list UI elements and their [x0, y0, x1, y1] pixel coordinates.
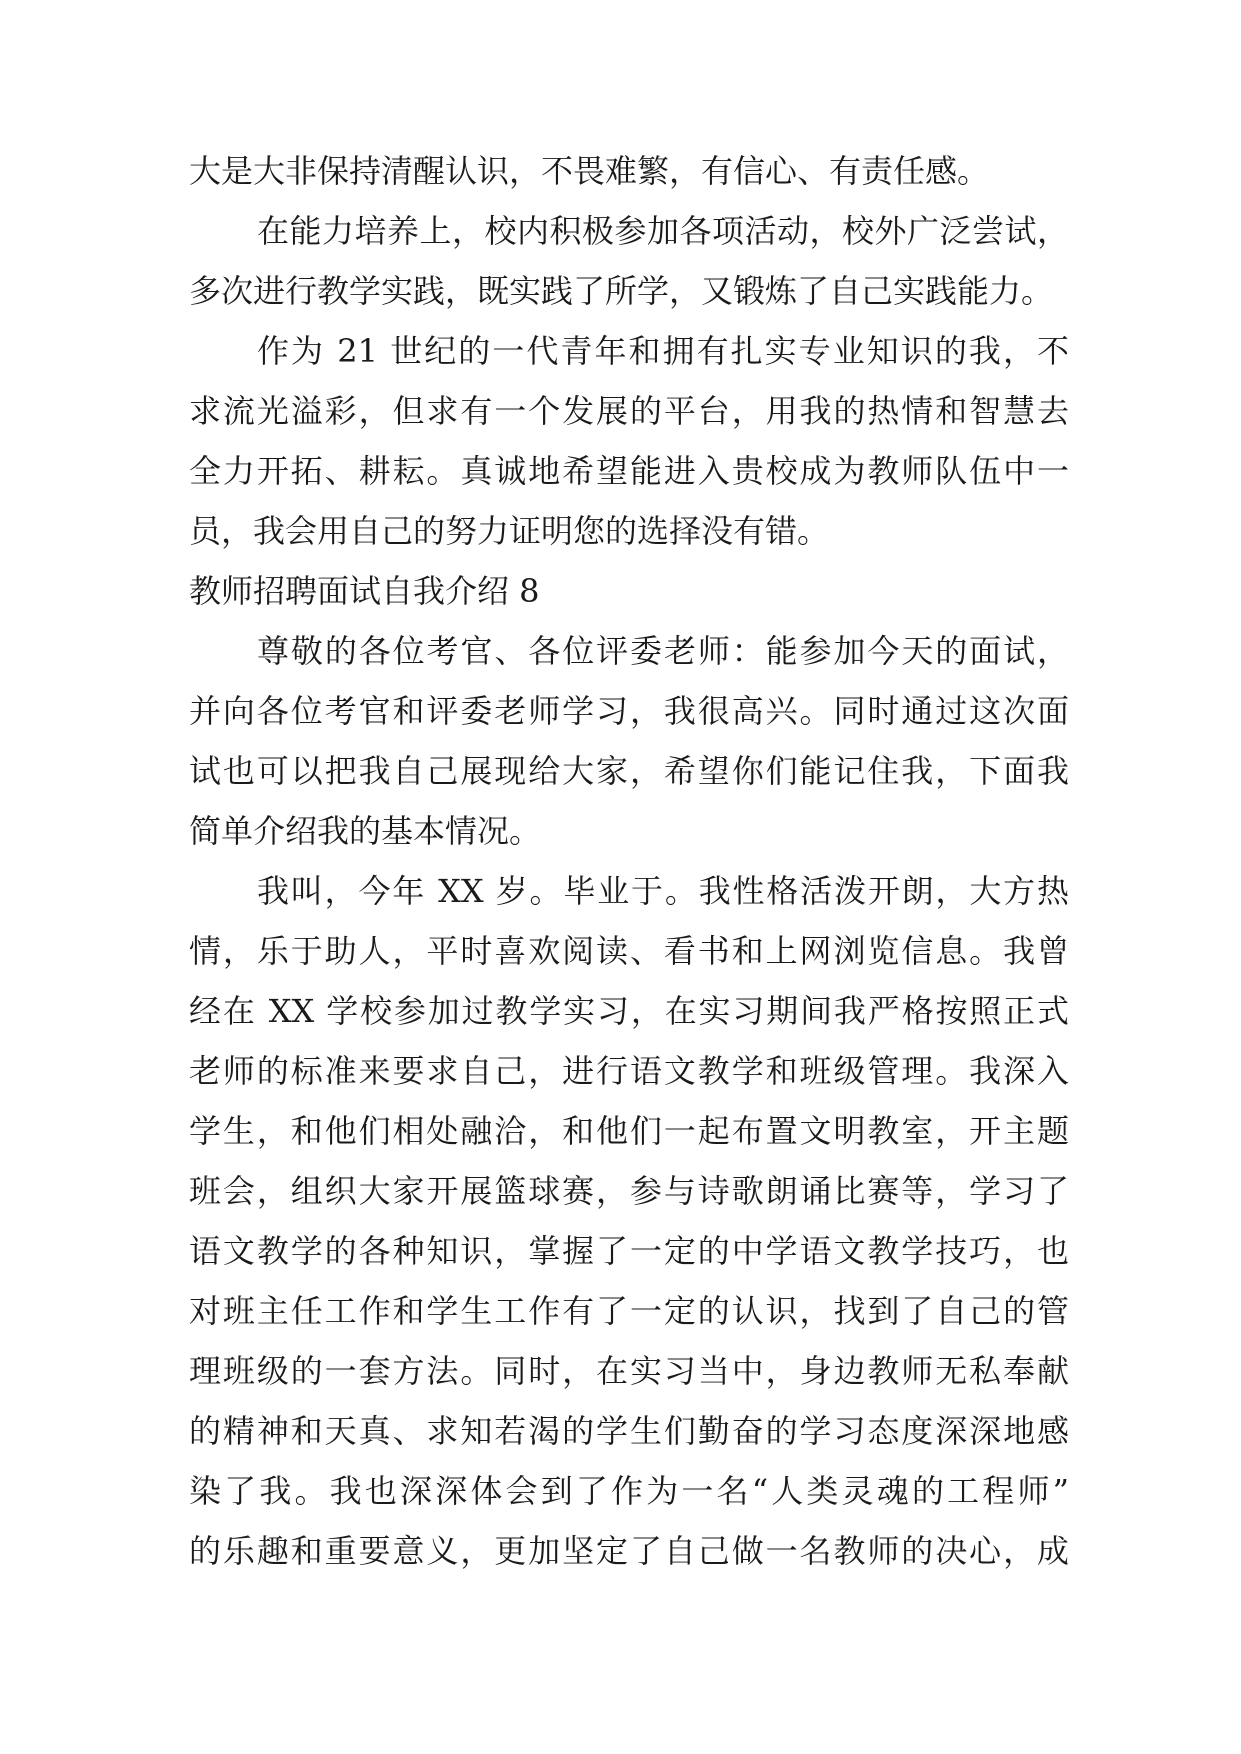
document-body — [189, 152, 1069, 1592]
paragraph-line: 学生，和他们相处融洽，和他们一起布置文明教室，开主题 — [189, 1112, 1069, 1150]
paragraph-line: 班会，组织大家开展篮球赛，参与诗歌朗诵比赛等，学习了 — [189, 1172, 1069, 1210]
paragraph-line: 我叫，今年 XX 岁。毕业于。我性格活泼开朗，大方热 — [257, 872, 1069, 910]
paragraph-line: 试也可以把我自己展现给大家，希望你们能记住我，下面我 — [189, 752, 1069, 790]
paragraph-line: 对班主任工作和学生工作有了一定的认识，找到了自己的管 — [189, 1292, 1069, 1330]
paragraph-line: 并向各位考官和评委老师学习，我很高兴。同时通过这次面 — [189, 692, 1069, 730]
paragraph-line: 理班级的一套方法。同时，在实习当中，身边教师无私奉献 — [189, 1352, 1069, 1390]
paragraph-line: 求流光溢彩，但求有一个发展的平台，用我的热情和智慧去 — [189, 392, 1069, 430]
paragraph-line: 简单介绍我的基本情况。 — [189, 812, 542, 850]
section-heading: 教师招聘面试自我介绍 8 — [189, 572, 540, 610]
paragraph-line: 在能力培养上，校内积极参加各项活动，校外广泛尝试， — [257, 212, 1069, 250]
paragraph-line: 染了我。我也深深体会到了作为一名“人类灵魂的工程师” — [189, 1472, 1069, 1510]
paragraph-line: 的精神和天真、求知若渴的学生们勤奋的学习态度深深地感 — [189, 1412, 1069, 1450]
paragraph-line: 员，我会用自己的努力证明您的选择没有错。 — [189, 512, 830, 550]
paragraph-line: 的乐趣和重要意义，更加坚定了自己做一名教师的决心，成 — [189, 1532, 1069, 1570]
paragraph-line: 经在 XX 学校参加过教学实习，在实习期间我严格按照正式 — [189, 992, 1069, 1030]
paragraph-line: 多次进行教学实践，既实践了所学，又锻炼了自己实践能力。 — [189, 272, 1054, 310]
paragraph-line: 老师的标准来要求自己，进行语文教学和班级管理。我深入 — [189, 1052, 1069, 1090]
paragraph-line: 情，乐于助人，平时喜欢阅读、看书和上网浏览信息。我曾 — [189, 932, 1069, 970]
paragraph-line: 大是大非保持清醒认识，不畏难繁，有信心、有责任感。 — [189, 152, 990, 190]
paragraph-line: 作为 21 世纪的一代青年和拥有扎实专业知识的我，不 — [257, 332, 1069, 370]
paragraph-line: 尊敬的各位考官、各位评委老师：能参加今天的面试， — [257, 632, 1069, 670]
paragraph-line: 语文教学的各种知识，掌握了一定的中学语文教学技巧，也 — [189, 1232, 1069, 1270]
paragraph-line: 全力开拓、耕耘。真诚地希望能进入贵校成为教师队伍中一 — [189, 452, 1069, 490]
